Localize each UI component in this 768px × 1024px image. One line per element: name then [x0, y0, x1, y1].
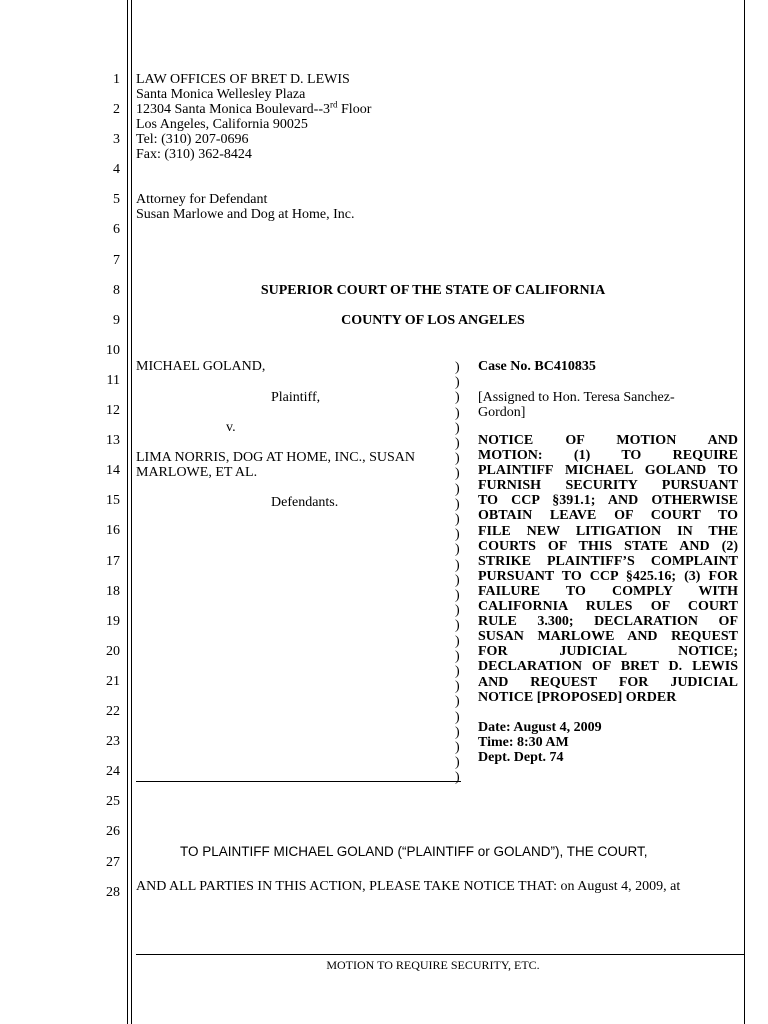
line-number: 27 — [106, 855, 120, 870]
motion-title-line: PLAINTIFF MICHAEL GOLAND TO — [478, 463, 738, 479]
motion-title-line: AND REQUEST FOR JUDICIAL — [478, 674, 738, 690]
attorney-for: Attorney for Defendant — [136, 192, 268, 207]
line-number: 21 — [106, 674, 120, 689]
line-number: 14 — [106, 463, 120, 478]
line-number: 17 — [106, 554, 120, 569]
motion-title-line: FILE NEW LITIGATION IN THE — [478, 523, 738, 539]
right-margin-rule — [744, 0, 745, 1024]
motion-title-line: TO CCP §391.1; AND OTHERWISE — [478, 493, 738, 509]
motion-title-line: FOR JUDICIAL NOTICE; — [478, 644, 738, 660]
line-number: 24 — [106, 764, 120, 779]
line-number: 22 — [106, 704, 120, 719]
defendants-line-2: MARLOWE, ET AL. — [136, 465, 258, 480]
motion-title-line: PURSUANT TO CCP §425.16; (3) FOR — [478, 568, 738, 584]
street-text: 12304 Santa Monica Boulevard--3 — [136, 102, 331, 117]
line-number: 11 — [106, 373, 120, 388]
line-number: 4 — [113, 162, 120, 177]
body-paragraph-line-2: AND ALL PARTIES IN THIS ACTION, PLEASE TAKE NOTICE THAT: on August 4, 2009, at — [136, 879, 681, 894]
motion-title — [478, 433, 738, 705]
firm-name: LAW OFFICES OF BRET D. LEWIS — [136, 72, 350, 87]
firm-city: Los Angeles, California 90025 — [136, 117, 308, 132]
court-name: SUPERIOR COURT OF THE STATE OF CALIFORNIA — [260, 283, 606, 298]
street-superscript: rd — [330, 99, 338, 110]
hearing-dept: Dept. Dept. 74 — [478, 750, 564, 765]
versus-label: v. — [226, 420, 236, 435]
defendants-line-1: LIMA NORRIS, DOG AT HOME, INC., SUSAN — [136, 450, 415, 465]
motion-title-line: RULE 3.300; DECLARATION OF — [478, 614, 738, 630]
firm-fax: Fax: (310) 362-8424 — [136, 147, 252, 162]
case-number: Case No. BC410835 — [478, 359, 596, 374]
line-number: 6 — [113, 222, 120, 237]
motion-title-line: COURTS OF THIS STATE AND (2) — [478, 538, 738, 554]
line-number: 12 — [106, 403, 120, 418]
firm-building: Santa Monica Wellesley Plaza — [136, 87, 306, 102]
line-number: 9 — [113, 313, 120, 328]
line-number: 23 — [106, 734, 120, 749]
motion-title-line: DECLARATION OF BRET D. LEWIS — [478, 659, 738, 675]
motion-title-line: SUSAN MARLOWE AND REQUEST — [478, 629, 738, 645]
hearing-time: Time: 8:30 AM — [478, 735, 569, 750]
hearing-date: Date: August 4, 2009 — [478, 720, 602, 735]
assigned-judge-line-2: Gordon] — [478, 405, 526, 420]
footer-title: MOTION TO REQUIRE SECURITY, ETC. — [326, 958, 540, 972]
line-number: 8 — [113, 283, 120, 298]
line-number: 7 — [113, 253, 120, 268]
line-number: 15 — [106, 493, 120, 508]
motion-title-line: MOTION: (1) TO REQUIRE — [478, 448, 738, 464]
line-number: 25 — [106, 794, 120, 809]
plaintiff-label: Plaintiff, — [271, 390, 321, 405]
line-number: 10 — [106, 343, 120, 358]
firm-street — [136, 99, 372, 117]
motion-title-line: CALIFORNIA RULES OF COURT — [478, 599, 738, 615]
motion-title-line: NOTICE OF MOTION AND — [478, 433, 738, 448]
line-number: 5 — [113, 192, 120, 207]
street-floor: Floor — [337, 102, 372, 117]
caption-parentheses: ) ) ) ) ) ) ) ) ) ) ) ) ) ) ) ) ) ) ) ) ) ) ) ) ) ) ) ) — [455, 360, 460, 786]
court-county: COUNTY OF LOS ANGELES — [341, 313, 525, 328]
left-margin-rule-inner — [131, 0, 132, 1024]
motion-title-line: FURNISH SECURITY PURSUANT — [478, 478, 738, 494]
line-number: 20 — [106, 644, 120, 659]
body-paragraph-line-1: TO PLAINTIFF MICHAEL GOLAND (“PLAINTIFF or GOLAND”), THE COURT, — [180, 844, 648, 859]
motion-title-line: OBTAIN LEAVE OF COURT TO — [478, 508, 738, 524]
firm-tel: Tel: (310) 207-0696 — [136, 132, 249, 147]
line-number: 13 — [106, 433, 120, 448]
footer-rule — [136, 954, 744, 955]
line-number: 16 — [106, 523, 120, 538]
line-number: 26 — [106, 824, 120, 839]
line-number: 28 — [106, 885, 120, 900]
line-number: 3 — [113, 132, 120, 147]
line-number: 19 — [106, 614, 120, 629]
line-number: 2 — [113, 102, 120, 117]
motion-title-line: NOTICE [PROPOSED] ORDER — [478, 689, 677, 705]
caption-underline — [136, 781, 461, 782]
attorney-clients: Susan Marlowe and Dog at Home, Inc. — [136, 207, 355, 222]
plaintiff-name: MICHAEL GOLAND, — [136, 359, 266, 374]
motion-title-line: FAILURE TO COMPLY WITH — [478, 583, 738, 599]
motion-title-line: STRIKE PLAINTIFF’S COMPLAINT — [478, 553, 738, 569]
left-margin-rule-outer — [127, 0, 128, 1024]
line-number: 1 — [113, 72, 120, 87]
defendants-label: Defendants. — [271, 495, 339, 510]
line-number: 18 — [106, 584, 120, 599]
assigned-judge-line-1: [Assigned to Hon. Teresa Sanchez- — [478, 390, 675, 405]
